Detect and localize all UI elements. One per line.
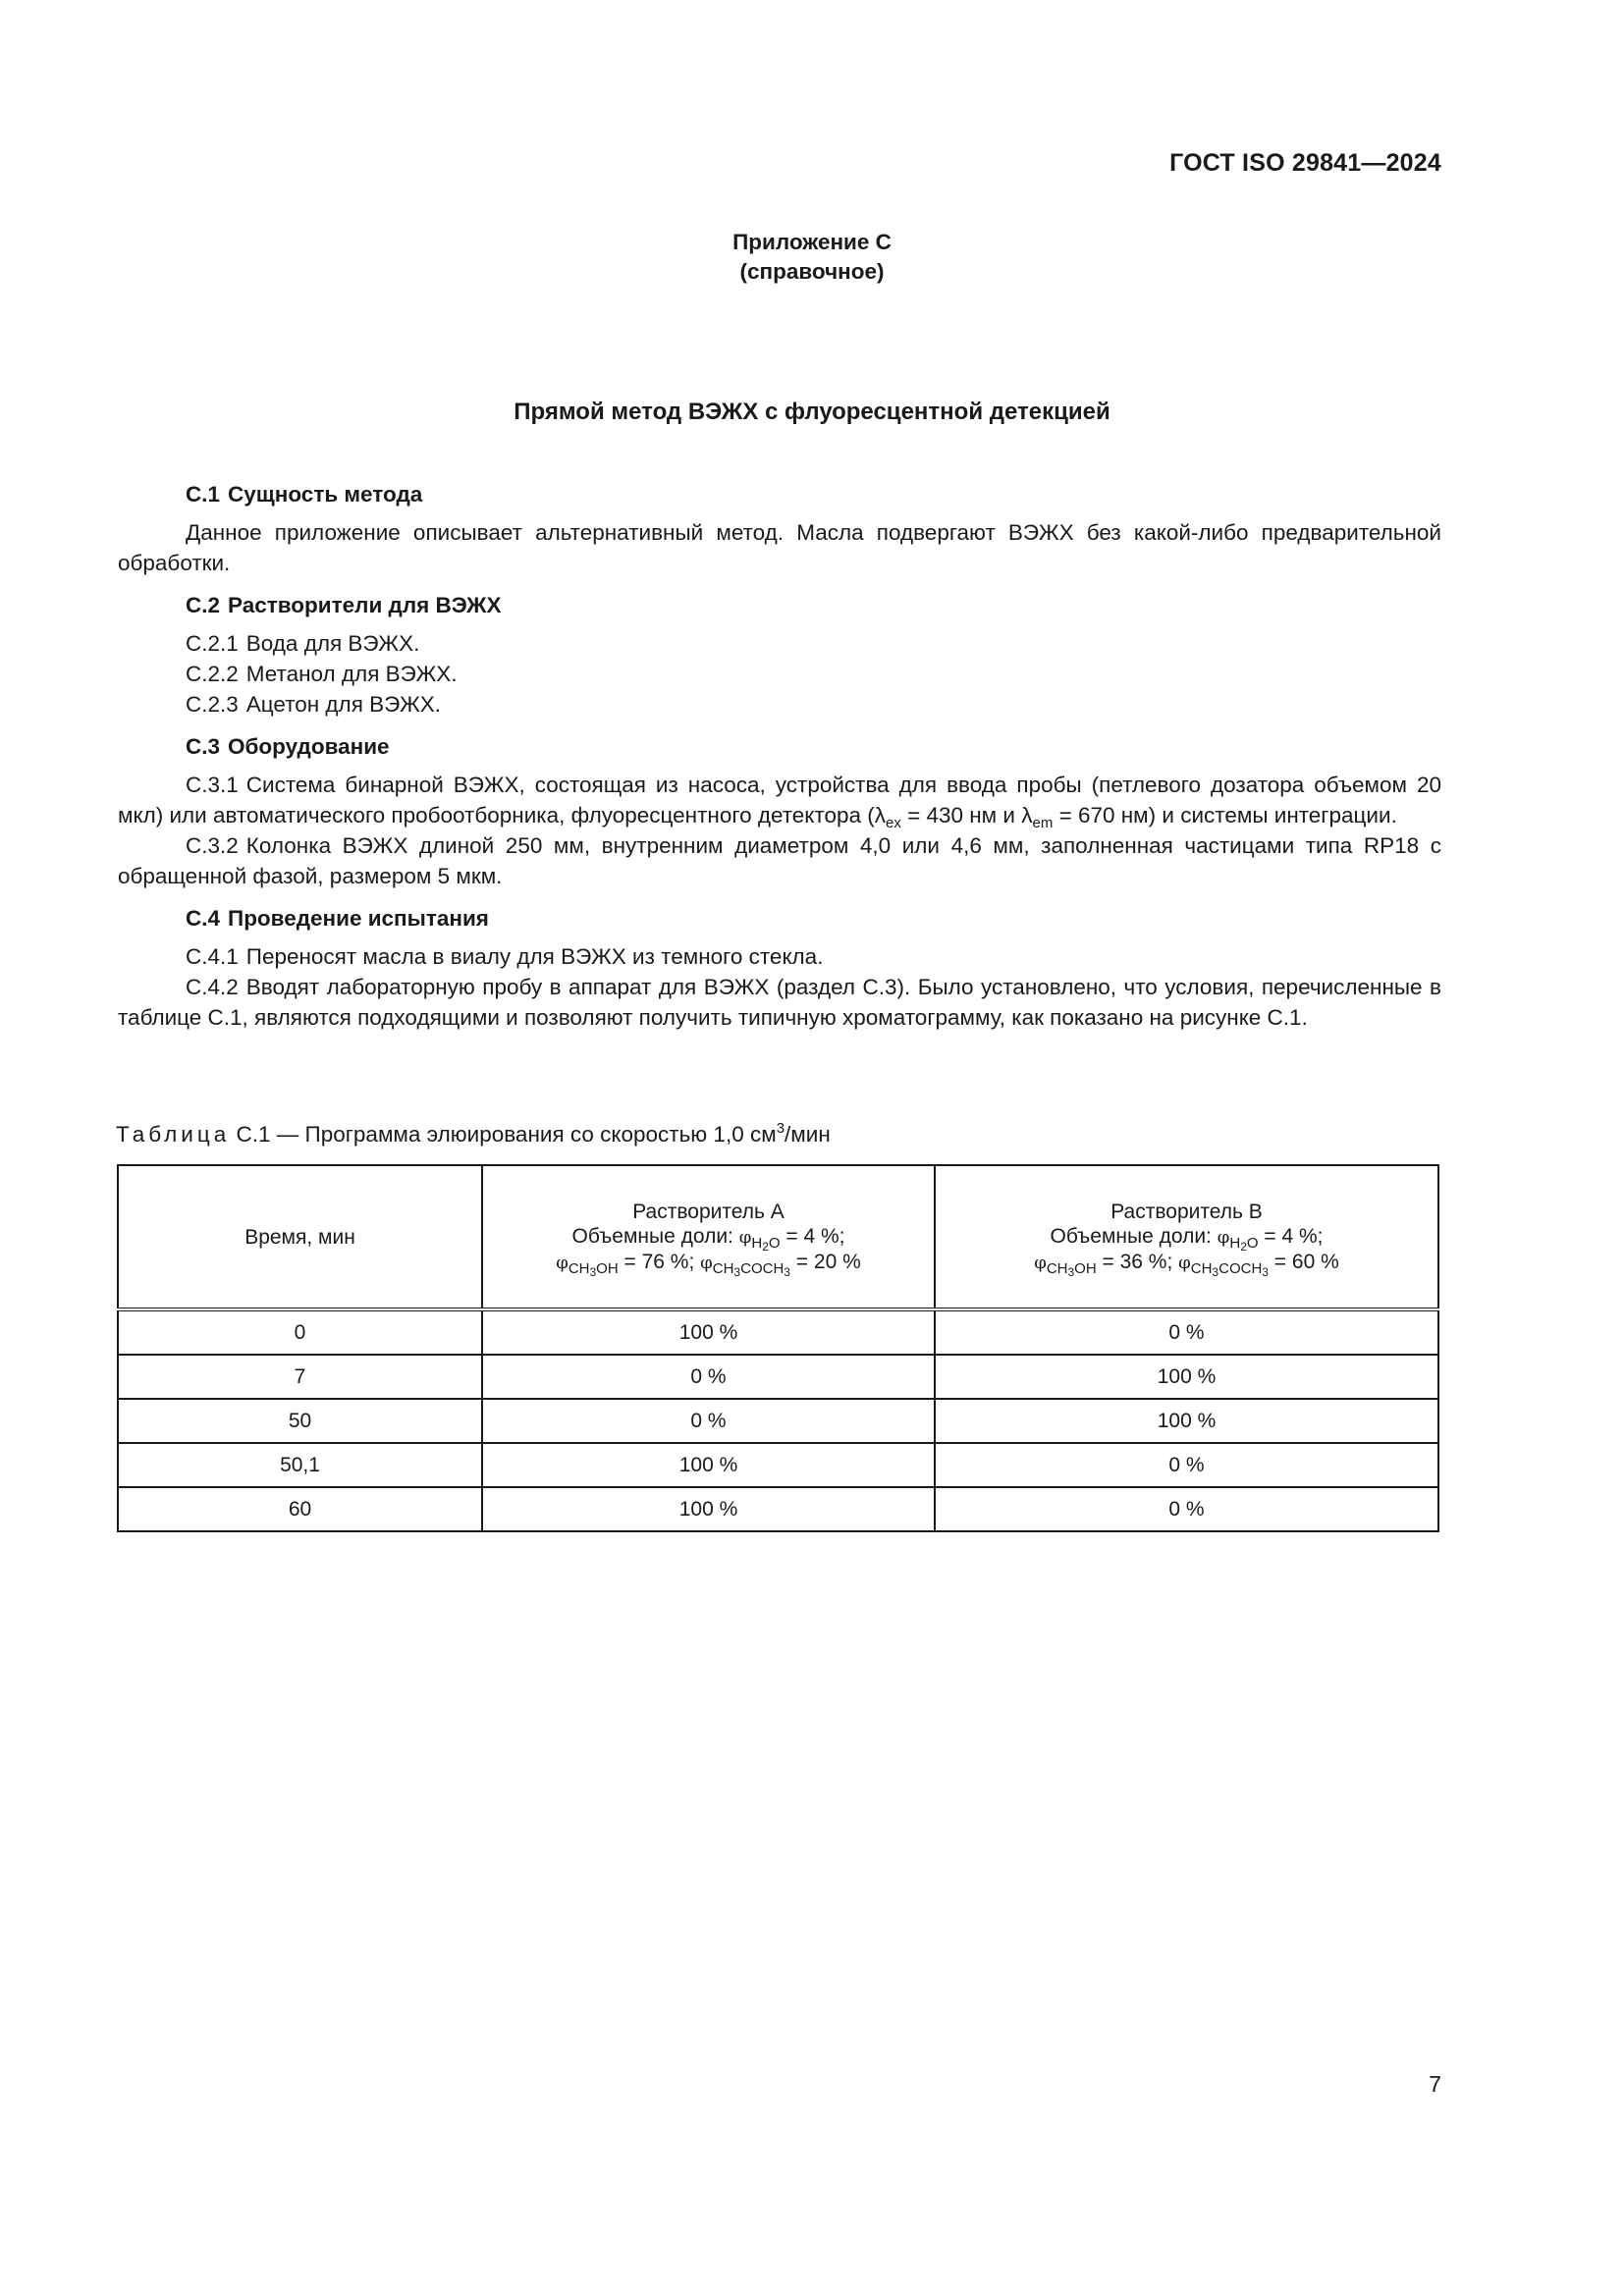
- item-number: С.3.2: [186, 833, 239, 858]
- list-item: [118, 628, 1441, 659]
- table-row: [118, 1399, 1438, 1443]
- table-row: [118, 1443, 1438, 1487]
- cell-time: 0: [118, 1309, 482, 1355]
- paragraph-text: Колонка ВЭЖХ длиной 250 мм, внутренним диаметром 4,0 или 4,6 мм, заполненная частицами типа RP18 с обращенной фазой, размером 5 мкм.: [118, 833, 1441, 888]
- paragraph-c4-1: [118, 941, 1441, 972]
- paragraph-c4-2: [118, 972, 1441, 1033]
- section-number: С.1: [186, 482, 221, 507]
- document-title: Прямой метод ВЭЖХ с флуоресцентной детекцией: [514, 399, 1110, 425]
- section-title: Проведение испытания: [228, 906, 489, 931]
- solvent-fractions-line1: [936, 1224, 1437, 1254]
- paragraph-c3-2: [118, 830, 1441, 891]
- subscript: em: [1032, 815, 1054, 831]
- item-number: С.3.1: [186, 773, 239, 797]
- elution-program-table: [117, 1164, 1439, 1532]
- table-row: [118, 1309, 1438, 1355]
- header-solvent-a: [482, 1165, 935, 1309]
- section-heading-c3: [118, 731, 1441, 762]
- cell-time: 7: [118, 1355, 482, 1399]
- caption-text: /мин: [785, 1122, 831, 1147]
- table-row: [118, 1487, 1438, 1531]
- paragraph-text: = 670 нм) и системы интеграции.: [1053, 803, 1397, 828]
- subscript: CH3COCH3: [712, 1259, 790, 1279]
- fraction-value: = 60 %: [1268, 1250, 1339, 1273]
- paragraph-text: Переносят масла в виалу для ВЭЖХ из темного стекла.: [245, 944, 824, 969]
- table-header-row: [118, 1165, 1438, 1309]
- phi-symbol: φ: [1034, 1252, 1047, 1273]
- subscript: H2O: [751, 1234, 781, 1254]
- lambda-symbol: λ: [874, 803, 886, 828]
- section-heading-c2: [118, 590, 1441, 620]
- cell-solvent-b: 0 %: [935, 1487, 1438, 1531]
- section-number: С.2: [186, 593, 221, 617]
- table-row: [118, 1355, 1438, 1399]
- solvent-fractions-line1: [483, 1224, 934, 1254]
- item-text: Метанол для ВЭЖХ.: [245, 662, 458, 686]
- cell-solvent-a: 100 %: [482, 1487, 935, 1531]
- cell-solvent-a: 0 %: [482, 1399, 935, 1443]
- section-number: С.3: [186, 734, 221, 759]
- section-title: Растворители для ВЭЖХ: [228, 593, 502, 617]
- section-heading-c4: [118, 903, 1441, 934]
- fraction-value: = 4 %;: [780, 1224, 845, 1248]
- phi-symbol: φ: [1178, 1252, 1191, 1273]
- item-number: С.2.1: [186, 631, 239, 656]
- item-number: С.4.2: [186, 975, 239, 999]
- cell-solvent-b: 100 %: [935, 1355, 1438, 1399]
- header-time: Время, мин: [118, 1165, 482, 1309]
- annex-title: Приложение С: [732, 230, 892, 254]
- item-text: Ацетон для ВЭЖХ.: [245, 692, 442, 717]
- list-item: [118, 659, 1441, 689]
- paragraph-text: = 430 нм и: [900, 803, 1022, 828]
- cell-solvent-a: 100 %: [482, 1309, 935, 1355]
- phi-symbol: φ: [738, 1226, 752, 1248]
- subscript: ex: [885, 815, 901, 831]
- cell-solvent-a: 0 %: [482, 1355, 935, 1399]
- header-solvent-b: [935, 1165, 1438, 1309]
- fractions-label: Объемные доли:: [571, 1224, 739, 1248]
- section-title: Сущность метода: [228, 482, 423, 507]
- list-item: [118, 689, 1441, 720]
- section-heading-c1: [118, 479, 1441, 509]
- paragraph-text: Система бинарной ВЭЖХ, состоящая из насоса, устройства для ввода пробы (петлевого дозатора объемом 20 мкл) или автоматического пробоотборника, флуоресцентного детектора (: [118, 773, 1441, 828]
- cell-solvent-b: 0 %: [935, 1309, 1438, 1355]
- caption-text: С.1 — Программа элюирования со скоростью 1,0 см: [236, 1122, 777, 1147]
- document-body: [118, 479, 1441, 1033]
- subscript: CH3OH: [1046, 1259, 1097, 1279]
- cell-time: 60: [118, 1487, 482, 1531]
- fractions-label: Объемные доли:: [1050, 1224, 1218, 1248]
- solvent-title: Растворитель А: [632, 1200, 785, 1223]
- subscript: CH3OH: [568, 1259, 619, 1279]
- document-code: ГОСТ ISO 29841—2024: [1169, 149, 1441, 177]
- table-caption: [116, 1122, 831, 1148]
- subscript: CH3COCH3: [1190, 1259, 1269, 1279]
- fraction-value: = 4 %;: [1258, 1224, 1324, 1248]
- item-number: С.2.3: [186, 692, 239, 717]
- item-number: С.2.2: [186, 662, 239, 686]
- superscript: 3: [776, 1120, 785, 1137]
- item-number: С.4.1: [186, 944, 239, 969]
- item-text: Вода для ВЭЖХ.: [245, 631, 420, 656]
- solvent-fractions-line2: [936, 1250, 1437, 1279]
- phi-symbol: φ: [1217, 1226, 1230, 1248]
- phi-symbol: φ: [556, 1252, 568, 1273]
- solvent-fractions-line2: [483, 1250, 934, 1279]
- caption-label: Таблица: [116, 1122, 231, 1147]
- section-number: С.4: [186, 906, 221, 931]
- paragraph-text: Вводят лабораторную пробу в аппарат для ВЭЖХ (раздел С.3). Было установлено, что условия, перечисленные в таблице С.1, являются подходящими и позволяют получить типичную хроматограмму, как показано на рисунке С.1.: [118, 975, 1441, 1030]
- section-title: Оборудование: [228, 734, 390, 759]
- annex-heading: [0, 228, 1624, 287]
- paragraph-c3-1: [118, 770, 1441, 830]
- lambda-symbol: λ: [1021, 803, 1033, 828]
- cell-solvent-b: 0 %: [935, 1443, 1438, 1487]
- page-number: 7: [1429, 2071, 1441, 2097]
- section-c1-text: Данное приложение описывает альтернативный метод. Масла подвергают ВЭЖХ без какой-либо предварительной обработки.: [118, 520, 1441, 575]
- solvent-title: Растворитель В: [1110, 1200, 1263, 1223]
- cell-solvent-b: 100 %: [935, 1399, 1438, 1443]
- annex-status: (справочное): [739, 259, 885, 284]
- phi-symbol: φ: [700, 1252, 713, 1273]
- cell-solvent-a: 100 %: [482, 1443, 935, 1487]
- fraction-value: = 20 %: [789, 1250, 861, 1273]
- cell-time: 50: [118, 1399, 482, 1443]
- cell-time: 50,1: [118, 1443, 482, 1487]
- fraction-value: = 76 %;: [618, 1250, 701, 1273]
- fraction-value: = 36 %;: [1096, 1250, 1179, 1273]
- subscript: H2O: [1229, 1234, 1259, 1254]
